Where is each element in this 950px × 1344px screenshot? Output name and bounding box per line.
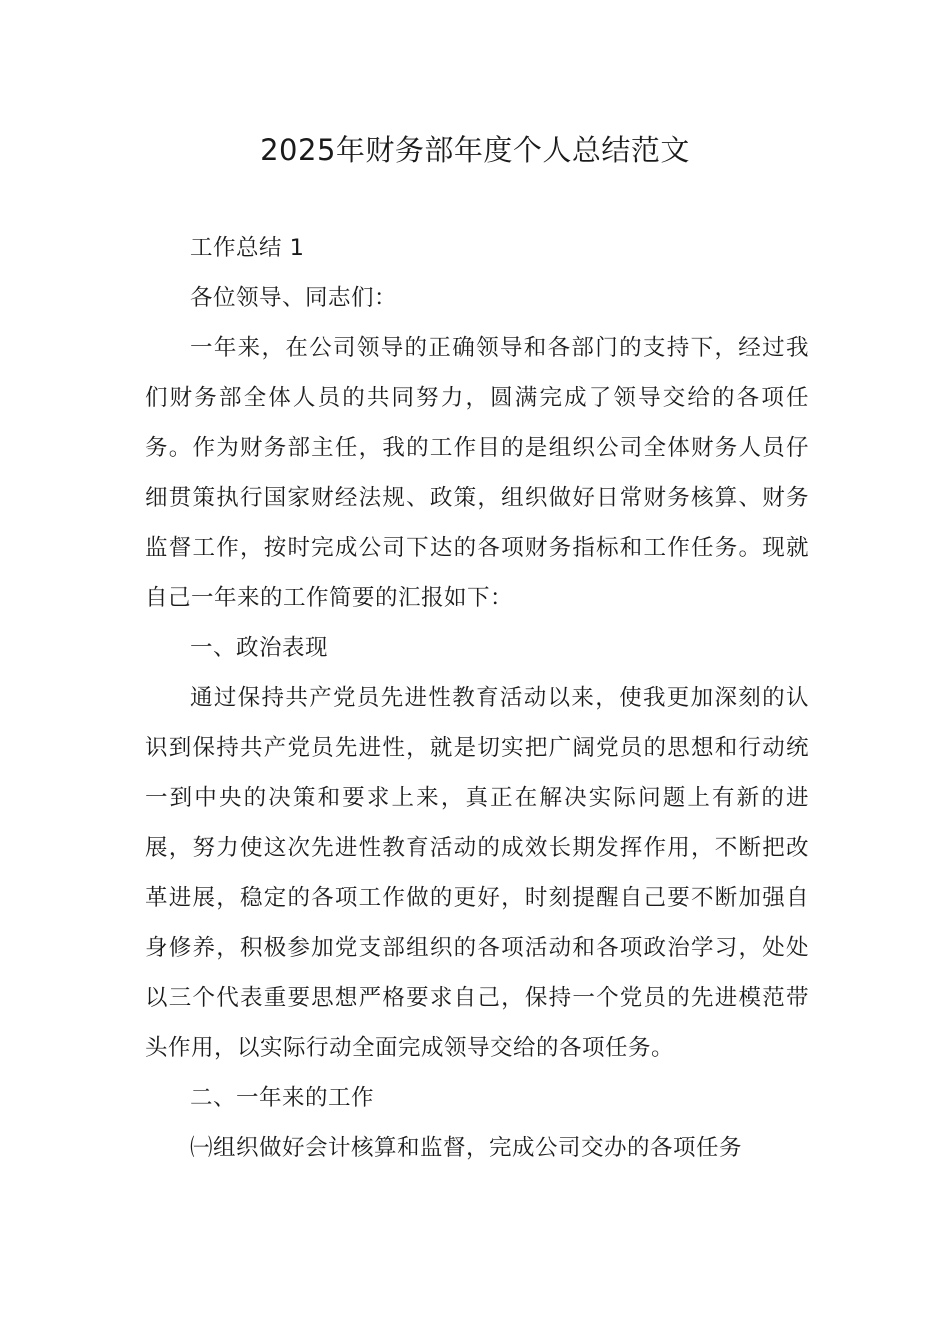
section-heading-political: 一、政治表现 xyxy=(190,635,329,661)
intro-paragraph: 一年来，在公司领导的正确领导和各部门的支持下，经过我们财务部全体人员的共同努力，圆满完成了领导交给的各项任务。作为财务部主任，我的工作目的是组织公司全体财务人员仔细贯策执行国家财经法规、政策，组织做好日常财务核算、财务监督工作，按时完成公司下达的各项财务指标和工作任务。现就自己一年来的工作简要的汇报如下： xyxy=(145,335,809,611)
political-paragraph: 通过保持共产党员先进性教育活动以来，使我更加深刻的认识到保持共产党员先进性，就是切实把广阔党员的思想和行动统一到中央的决策和要求上来，真正在解决实际问题上有新的进展，努力使这次先进性教育活动的成效长期发挥作用，不断把改革进展，稳定的各项工作做的更好，时刻提醒自己要不断加强自身修养，积极参加党支部组织的各项活动和各项政治学习，处处以三个代表重要思想严格要求自己，保持一个党员的先进模范带头作用，以实际行动全面完成领导交给的各项任务。 xyxy=(145,685,809,1061)
salutation: 各位领导、同志们： xyxy=(190,285,398,311)
document-body xyxy=(145,223,809,1173)
section-heading-summary-1: 工作总结 1 xyxy=(190,235,305,261)
section-heading-work: 二、一年来的工作 xyxy=(190,1085,375,1111)
subsection-heading-accounting: ㈠组织做好会计核算和监督，完成公司交办的各项任务 xyxy=(190,1135,743,1161)
document-title: 2025年财务部年度个人总结范文 xyxy=(260,133,690,167)
